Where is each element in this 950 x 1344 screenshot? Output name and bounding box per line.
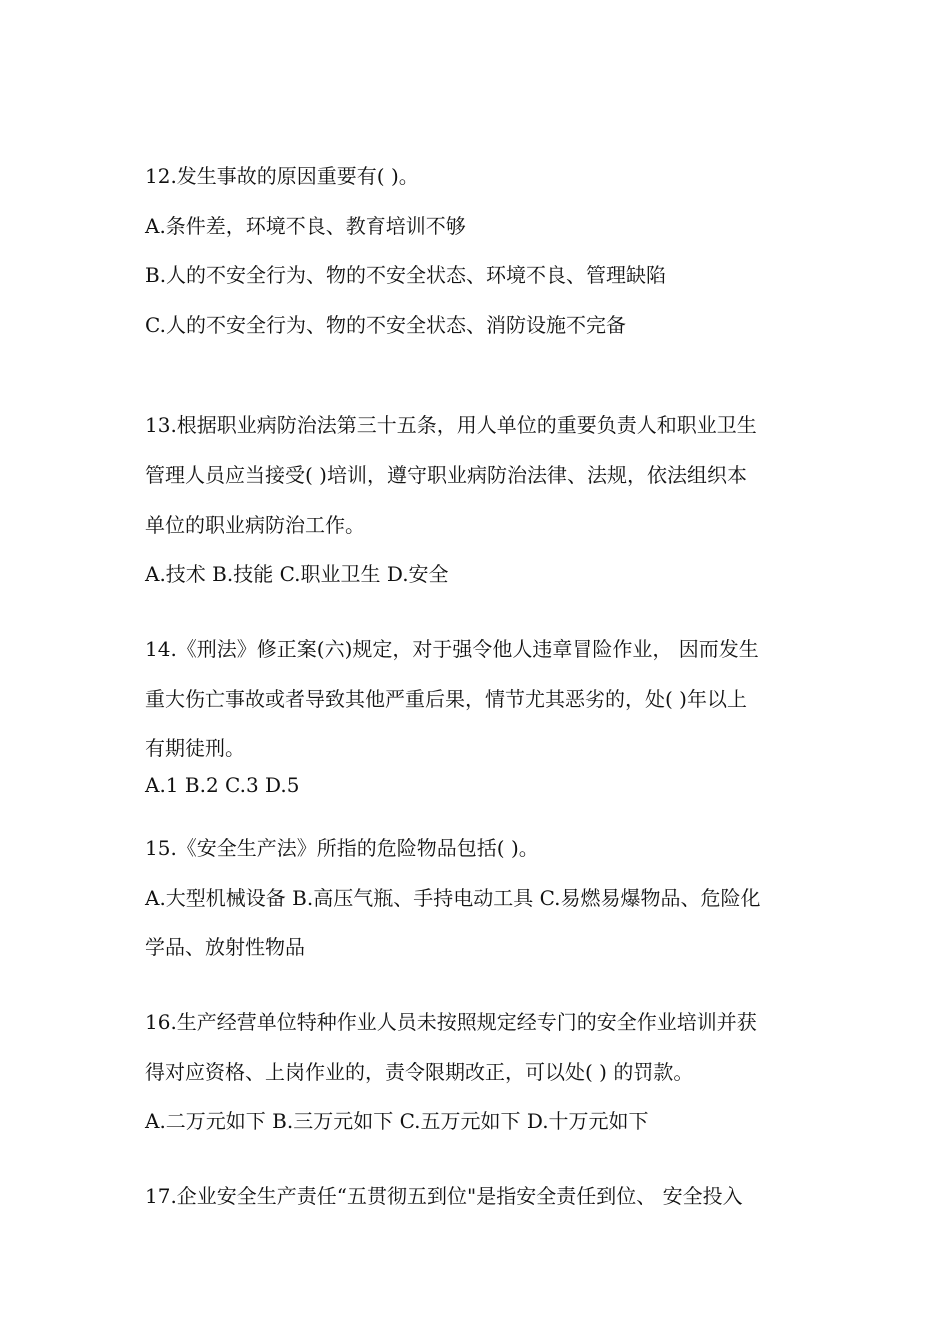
- question-12-option-a: A.条件差，环境不良、教育培训不够: [145, 214, 466, 238]
- question-17-text-line-1: 17.企业安全生产责任“五贯彻五到位"是指安全责任到位、 安全投入: [145, 1184, 743, 1208]
- question-13-options: A.技术 B.技能 C.职业卫生 D.安全: [145, 562, 449, 586]
- question-14-text-line-2: 重大伤亡事故或者导致其他严重后果，情节尤其恶劣的，处( )年以上: [145, 687, 747, 711]
- question-15-text: 15.《安全生产法》所指的危险物品包括( )。: [145, 836, 539, 860]
- question-12-option-c: C.人的不安全行为、物的不安全状态、消防设施不完备: [145, 313, 626, 337]
- question-12-option-b: B.人的不安全行为、物的不安全状态、环境不良、管理缺陷: [145, 263, 667, 287]
- question-16-text-line-2: 得对应资格、上岗作业的，责令限期改正，可以处( ) 的罚款。: [145, 1060, 694, 1084]
- question-15-options-line-1: A.大型机械设备 B.高压气瓶、手持电动工具 C.易燃易爆物品、危险化: [145, 886, 761, 910]
- question-14-text-line-3: 有期徒刑。: [145, 736, 245, 760]
- question-14-options: A.1 B.2 C.3 D.5: [145, 773, 300, 797]
- question-16-options: A.二万元如下 B.三万元如下 C.五万元如下 D.十万元如下: [145, 1109, 649, 1133]
- question-14-text-line-1: 14.《刑法》修正案(六)规定，对于强令他人违章冒险作业， 因而发生: [145, 637, 759, 661]
- question-16-text-line-1: 16.生产经营单位特种作业人员未按照规定经专门的安全作业培训并获: [145, 1010, 757, 1034]
- question-13-text-line-3: 单位的职业病防治工作。: [145, 513, 365, 537]
- question-13-text-line-2: 管理人员应当接受( )培训，遵守职业病防治法律、法规，依法组织本: [145, 463, 747, 487]
- question-13-text-line-1: 13.根据职业病防治法第三十五条，用人单位的重要负责人和职业卫生: [145, 413, 757, 437]
- question-12-text: 12.发生事故的原因重要有( )。: [145, 164, 419, 188]
- question-15-options-line-2: 学品、放射性物品: [145, 935, 305, 959]
